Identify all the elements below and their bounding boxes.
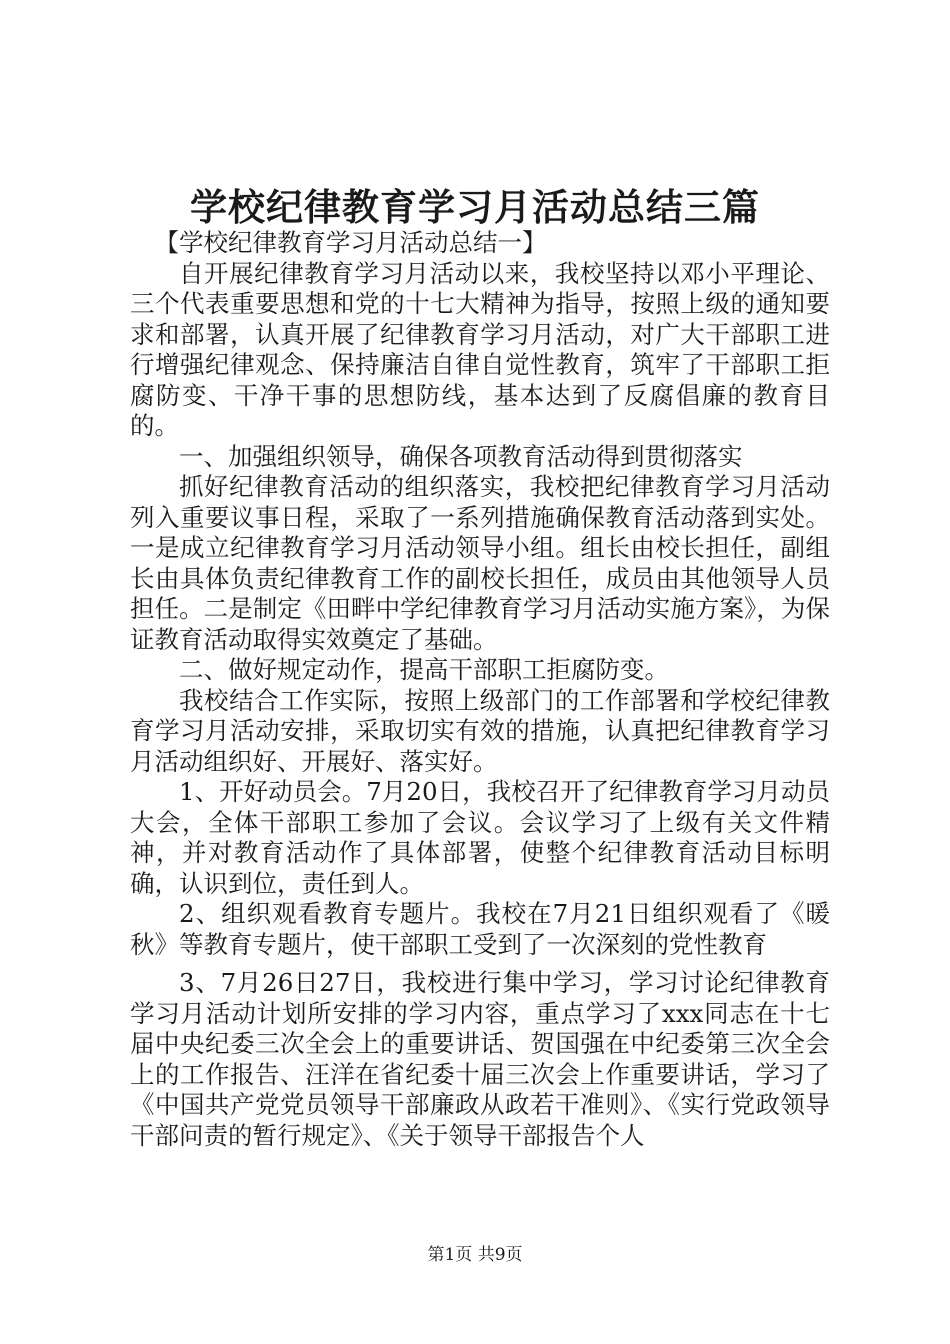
paragraph-implementation: 我校结合工作实际，按照上级部门的工作部署和学校纪律教育学习月活动安排，采取切实有效的措施，认真把纪律教育学习月活动组织好、开展好、落实好。 bbox=[130, 685, 830, 776]
paragraph-item-1: 1、开好动员会。7月20日，我校召开了纪律教育学习月动员大会，全体干部职工参加了会议。会议学习了上级有关文件精神，并对教育活动作了具体部署，使整个纪律教育活动目标明确，认识到位，责任到人。 bbox=[130, 777, 830, 898]
document-title: 学校纪律教育学习月活动总结三篇 bbox=[190, 186, 760, 229]
paragraph-item-3: 3、7月26日27日，我校进行集中学习，学习讨论纪律教育学习月活动计划所安排的学习内容，重点学习了xxx同志在十七届中央纪委三次全会上的重要讲话、贺国强在中纪委第三次全会上的工作报告、汪洋在省纪委十届三次会上作重要讲话，学习了《中国共产党党员领导干部廉政从政若干准则》、《实行党政领导干部问责的暂行规定》、《关于领导干部报告个人 bbox=[130, 968, 830, 1150]
paragraph-organization: 抓好纪律教育活动的组织落实，我校把纪律教育学习月活动列入重要议事日程，采取了一系列措施确保教育活动落到实处。一是成立纪律教育学习月活动领导小组。组长由校长担任，副组长由具体负责纪律教育工作的副校长担任，成员由其他领导人员担任。二是制定《田畔中学纪律教育学习月活动实施方案》，为保证教育活动取得实效奠定了基础。 bbox=[130, 472, 830, 654]
heading-section-two: 二、做好规定动作，提高干部职工拒腐防变。 bbox=[179, 655, 669, 684]
heading-section-one: 一、加强组织领导，确保各项教育活动得到贯彻落实 bbox=[179, 441, 743, 471]
section-label: 【学校纪律教育学习月活动总结一】 bbox=[154, 228, 547, 257]
paragraph-item-2: 2、组织观看教育专题片。我校在7月21日组织观看了《暖秋》等教育专题片，使干部职工受到了一次深刻的党性教育 bbox=[130, 899, 830, 959]
document-body bbox=[130, 228, 830, 1151]
page-footer: 第1页 共9页 bbox=[427, 1245, 523, 1265]
paragraph-intro: 自开展纪律教育学习月活动以来，我校坚持以邓小平理论、三个代表重要思想和党的十七大精神为指导，按照上级的通知要求和部署，认真开展了纪律教育学习月活动，对广大干部职工进行增强纪律观念、保持廉洁自律自觉性教育，筑牢了干部职工拒腐防变、干净干事的思想防线，基本达到了反腐倡廉的教育目的。 bbox=[130, 258, 830, 440]
